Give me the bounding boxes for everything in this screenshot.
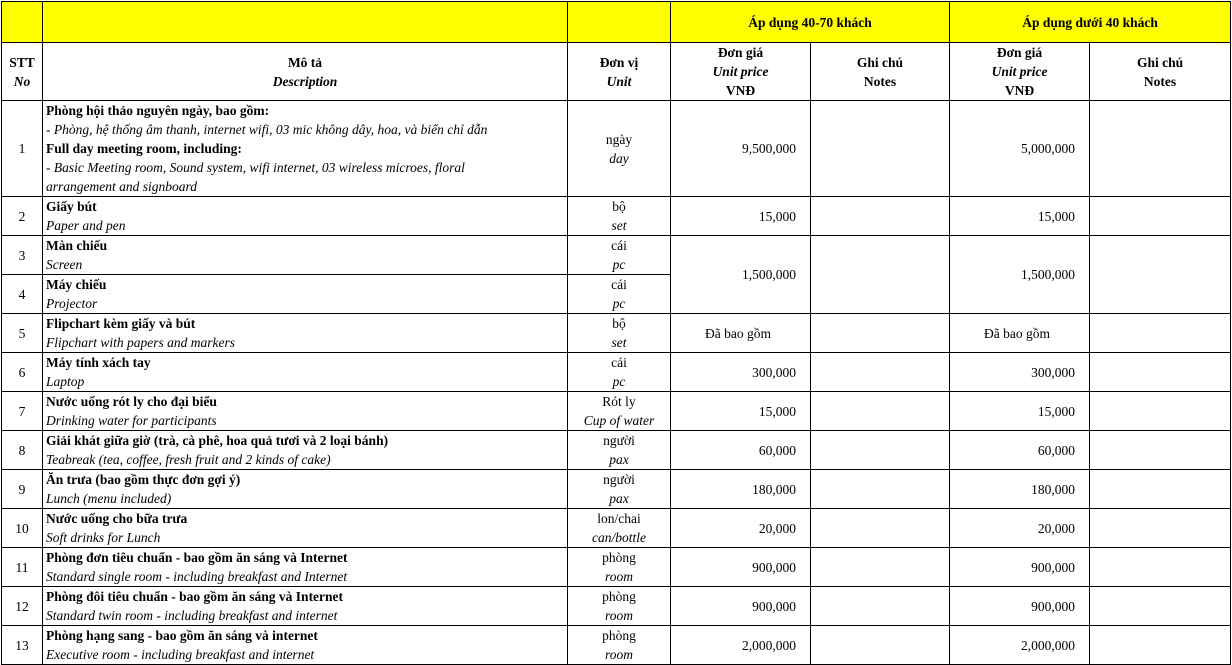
header-group-40-70: Áp dụng 40-70 khách <box>671 2 950 43</box>
row-description <box>43 353 568 392</box>
notes-under-40 <box>1090 548 1231 587</box>
description-vi: Nước uống rót ly cho đại biểu <box>46 394 217 409</box>
description-line: arrangement and signboard <box>46 179 197 194</box>
table-row <box>2 587 1231 626</box>
row-unit <box>568 101 671 197</box>
row-number: 12 <box>2 587 43 626</box>
row-number: 8 <box>2 431 43 470</box>
row-unit <box>568 314 671 353</box>
notes-40-70 <box>811 353 950 392</box>
notes-under-40 <box>1090 101 1231 197</box>
row-number: 5 <box>2 314 43 353</box>
unit-price-40-70: 20,000 <box>671 509 811 548</box>
header-unit-price-1: Đơn giá Unit price VNĐ <box>671 43 811 101</box>
description-vi: Giải khát giữa giờ (trà, cà phê, hoa quả tươi và 2 loại bánh) <box>46 433 389 448</box>
table-row <box>2 353 1231 392</box>
unit-vi: người <box>603 433 635 448</box>
description-vi: Máy chiếu <box>46 277 107 292</box>
notes-40-70 <box>811 626 950 665</box>
notes-40-70 <box>811 197 950 236</box>
table-row <box>2 431 1231 470</box>
description-en: Teabreak (tea, coffee, fresh fruit and 2 kinds of cake) <box>46 452 331 467</box>
description-en: Drinking water for participants <box>46 413 217 428</box>
unit-vi: bộ <box>612 316 626 331</box>
unit-en: room <box>604 608 633 623</box>
unit-price-under-40: 300,000 <box>950 353 1090 392</box>
header-stt: STT No <box>2 43 43 101</box>
row-number: 11 <box>2 548 43 587</box>
description-en: Lunch (menu included) <box>46 491 172 506</box>
row-number: 9 <box>2 470 43 509</box>
notes-40-70 <box>811 548 950 587</box>
unit-price-under-40: 15,000 <box>950 197 1090 236</box>
table-row <box>2 101 1231 197</box>
description-en: Soft drinks for Lunch <box>46 530 161 545</box>
unit-price-40-70: 15,000 <box>671 197 811 236</box>
unit-vi: người <box>603 472 635 487</box>
header-notes-2: Ghi chú Notes <box>1090 43 1231 101</box>
unit-en: pc <box>612 374 626 389</box>
description-vi: Ăn trưa (bao gồm thực đơn gợi ý) <box>46 472 241 487</box>
row-unit <box>568 548 671 587</box>
header-notes-1: Ghi chú Notes <box>811 43 950 101</box>
unit-en: pax <box>609 491 629 506</box>
table-row <box>2 626 1231 665</box>
unit-price-under-40: 5,000,000 <box>950 101 1090 197</box>
table-row <box>2 470 1231 509</box>
row-unit <box>568 197 671 236</box>
notes-under-40 <box>1090 392 1231 431</box>
description-en: Flipchart with papers and markers <box>46 335 235 350</box>
row-unit <box>568 353 671 392</box>
unit-en: Cup of water <box>583 413 655 428</box>
table-row <box>2 314 1231 353</box>
row-unit <box>568 431 671 470</box>
description-line: Full day meeting room, including: <box>46 141 242 156</box>
unit-price-40-70: 900,000 <box>671 587 811 626</box>
unit-vi: Rót ly <box>602 394 636 409</box>
unit-vi: bộ <box>612 199 626 214</box>
unit-vi: cái <box>611 277 627 292</box>
row-description <box>43 509 568 548</box>
unit-vi: phòng <box>602 550 636 565</box>
row-description <box>43 470 568 509</box>
notes-under-40 <box>1090 236 1231 314</box>
header-blank-desc <box>43 2 568 43</box>
row-description <box>43 431 568 470</box>
description-en: Standard twin room - including breakfast and internet <box>46 608 338 623</box>
unit-vi: cái <box>611 238 627 253</box>
unit-price-40-70: 180,000 <box>671 470 811 509</box>
row-description <box>43 626 568 665</box>
table-row <box>2 548 1231 587</box>
header-unit-price-2: Đơn giá Unit price VNĐ <box>950 43 1090 101</box>
unit-price-40-70: 60,000 <box>671 431 811 470</box>
unit-en: set <box>611 218 627 233</box>
notes-under-40 <box>1090 353 1231 392</box>
row-description <box>43 587 568 626</box>
description-vi: Máy tính xách tay <box>46 355 151 370</box>
unit-vi: phòng <box>602 628 636 643</box>
unit-price-under-40: 900,000 <box>950 587 1090 626</box>
row-number: 6 <box>2 353 43 392</box>
notes-under-40 <box>1090 587 1231 626</box>
notes-under-40 <box>1090 509 1231 548</box>
row-unit <box>568 626 671 665</box>
unit-price-40-70: 900,000 <box>671 548 811 587</box>
unit-price-under-40: 15,000 <box>950 392 1090 431</box>
row-number: 7 <box>2 392 43 431</box>
unit-en: room <box>604 569 633 584</box>
row-number: 10 <box>2 509 43 548</box>
notes-40-70 <box>811 470 950 509</box>
row-unit <box>568 392 671 431</box>
row-unit <box>568 587 671 626</box>
unit-en: set <box>611 335 627 350</box>
notes-40-70 <box>811 392 950 431</box>
notes-40-70 <box>811 101 950 197</box>
header-description: Mô tả Description <box>43 43 568 101</box>
unit-price-under-40: 1,500,000 <box>950 236 1090 314</box>
table-row <box>2 392 1231 431</box>
description-line: Phòng hội thảo nguyên ngày, bao gồm: <box>46 103 270 118</box>
notes-40-70 <box>811 587 950 626</box>
table-body <box>2 101 1231 665</box>
unit-price-40-70: 1,500,000 <box>671 236 811 314</box>
row-description <box>43 236 568 275</box>
description-vi: Flipchart kèm giấy và bút <box>46 316 196 331</box>
notes-40-70 <box>811 509 950 548</box>
notes-40-70 <box>811 236 950 314</box>
pricing-table <box>1 1 1231 665</box>
notes-under-40 <box>1090 626 1231 665</box>
header-unit: Đơn vị Unit <box>568 43 671 101</box>
table-row <box>2 236 1231 275</box>
header-row-columns <box>2 43 1231 101</box>
unit-vi: cái <box>611 355 627 370</box>
row-unit <box>568 275 671 314</box>
unit-vi: lon/chai <box>597 511 641 526</box>
table-row <box>2 197 1231 236</box>
description-vi: Giấy bút <box>46 199 97 214</box>
header-blank-stt <box>2 2 43 43</box>
description-line: - Phòng, hệ thống âm thanh, internet wifi, 03 mic không dây, hoa, và biển chỉ dẫn <box>46 122 488 137</box>
unit-en: room <box>604 647 633 662</box>
unit-price-40-70: 300,000 <box>671 353 811 392</box>
row-description <box>43 314 568 353</box>
row-description <box>43 101 568 197</box>
description-en: Executive room - including breakfast and internet <box>46 647 315 662</box>
unit-vi: phòng <box>602 589 636 604</box>
unit-en: pc <box>612 257 626 272</box>
unit-price-under-40: 180,000 <box>950 470 1090 509</box>
row-number: 13 <box>2 626 43 665</box>
description-vi: Nước uống cho bữa trưa <box>46 511 188 526</box>
notes-40-70 <box>811 314 950 353</box>
row-description <box>43 197 568 236</box>
unit-vi: ngày <box>605 131 633 147</box>
notes-under-40 <box>1090 314 1231 353</box>
unit-price-under-40: 20,000 <box>950 509 1090 548</box>
notes-40-70 <box>811 431 950 470</box>
row-description <box>43 275 568 314</box>
unit-price-40-70: 15,000 <box>671 392 811 431</box>
description-vi: Phòng hạng sang - bao gồm ăn sáng và internet <box>46 628 318 643</box>
description-en: Laptop <box>46 374 85 389</box>
description-vi: Phòng đôi tiêu chuẩn - bao gồm ăn sáng và Internet <box>46 589 344 604</box>
notes-under-40 <box>1090 197 1231 236</box>
row-description <box>43 392 568 431</box>
description-vi: Phòng đơn tiêu chuẩn - bao gồm ăn sáng và Internet <box>46 550 348 565</box>
unit-price-40-70: 2,000,000 <box>671 626 811 665</box>
row-number: 1 <box>2 101 43 197</box>
description-en: Projector <box>46 296 98 311</box>
row-unit <box>568 509 671 548</box>
row-description <box>43 548 568 587</box>
notes-under-40 <box>1090 470 1231 509</box>
unit-en: pc <box>612 296 626 311</box>
description-en: Standard single room - including breakfast and Internet <box>46 569 348 584</box>
header-blank-unit <box>568 2 671 43</box>
row-number: 2 <box>2 197 43 236</box>
description-en: Paper and pen <box>46 218 126 233</box>
row-number: 4 <box>2 275 43 314</box>
unit-en: can/bottle <box>592 530 646 545</box>
unit-price-40-70: 9,500,000 <box>671 101 811 197</box>
row-unit <box>568 470 671 509</box>
header-row-groups <box>2 2 1231 43</box>
unit-price-under-40: 900,000 <box>950 548 1090 587</box>
unit-price-under-40: 2,000,000 <box>950 626 1090 665</box>
row-unit <box>568 236 671 275</box>
unit-price-under-40: Đã bao gồm <box>950 314 1090 353</box>
description-en: Screen <box>46 257 83 272</box>
row-number: 3 <box>2 236 43 275</box>
unit-price-under-40: 60,000 <box>950 431 1090 470</box>
unit-en: day <box>609 150 629 166</box>
table-row <box>2 509 1231 548</box>
unit-price-40-70: Đã bao gồm <box>671 314 811 353</box>
header-group-under-40: Áp dụng dưới 40 khách <box>950 2 1231 43</box>
notes-under-40 <box>1090 431 1231 470</box>
description-vi: Màn chiếu <box>46 238 108 253</box>
unit-en: pax <box>609 452 629 467</box>
description-line: - Basic Meeting room, Sound system, wifi internet, 03 wireless microes, floral <box>46 160 465 175</box>
